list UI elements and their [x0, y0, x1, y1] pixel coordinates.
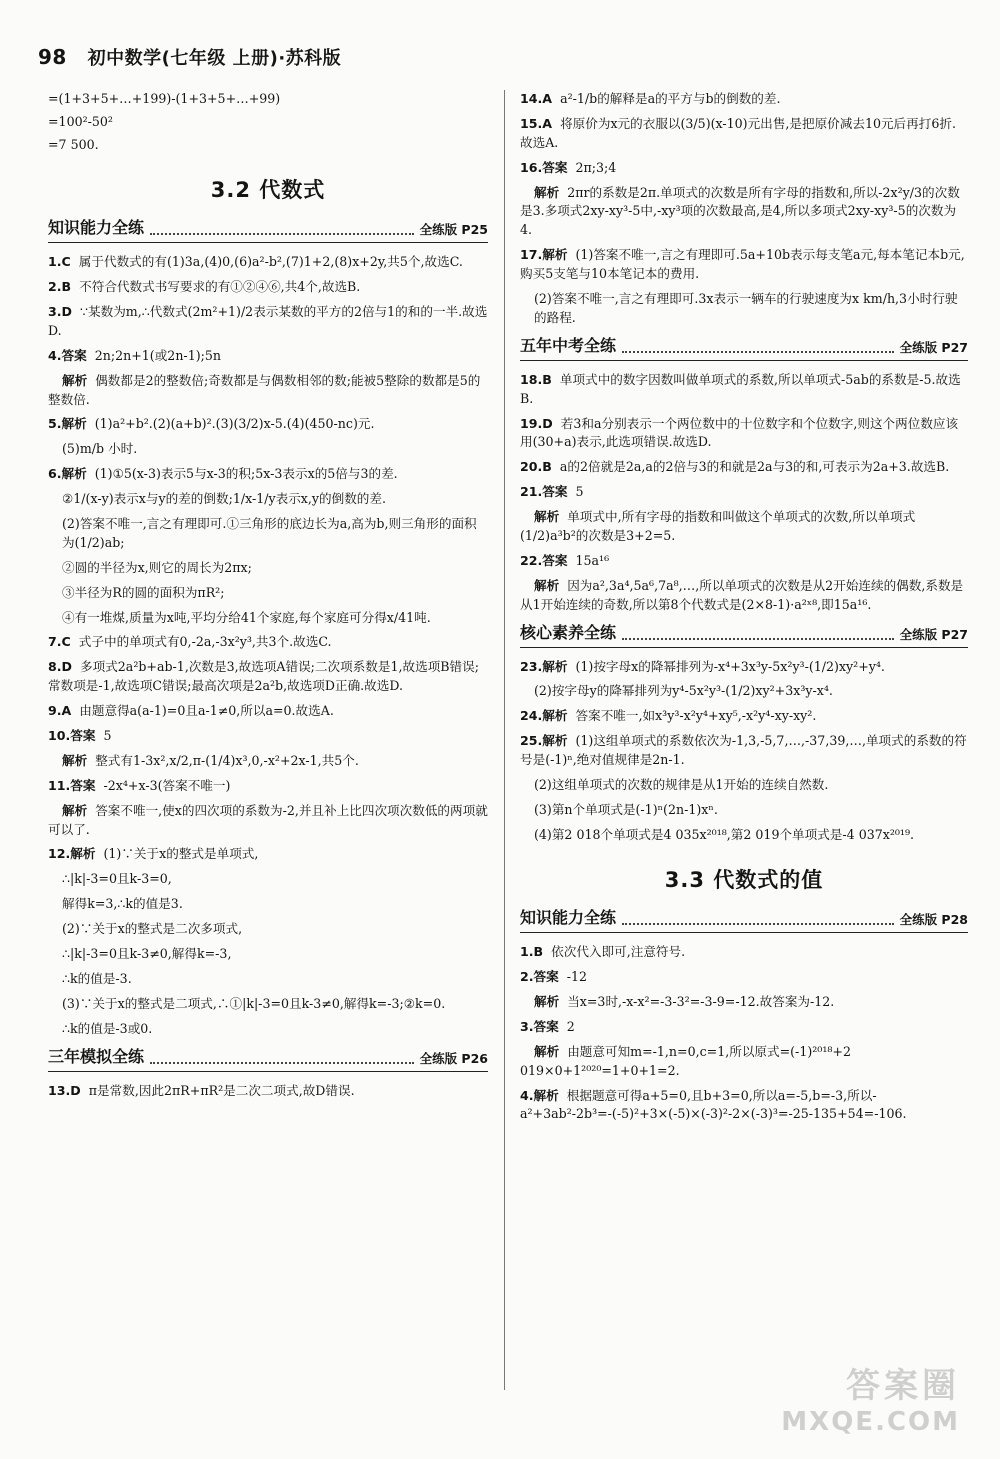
item-label: 16.答案 [520, 159, 568, 175]
book-title: 初中数学(七年级 上册)·苏科版 [87, 48, 342, 69]
item-text: 由题意可知m=-1,n=0,c=1,所以原式=(-1)²⁰¹⁸+2 019×0+1²⁰²⁰=1+0+1=2. [520, 1043, 852, 1078]
section-title: 3.3 代数式的值 [664, 867, 824, 892]
item-text: a的2倍就是2a,a的2倍与3的和就是2a与3的和,可表示为2a+3.故选B. [559, 459, 950, 475]
item-text: (1)①5(x-3)表示5与x-3的积;5x-3表示x的5倍与3的差. [94, 466, 398, 482]
item-text: π是常数,因此2πR+πR²是二次二项式,故D错误. [88, 1082, 355, 1098]
text-line: ②圆的半径为x,则它的周长为2πx; [62, 559, 252, 575]
dotted-leader [622, 638, 894, 640]
text-line: 解得k=3,∴k的值是3. [62, 896, 183, 912]
answer-item [520, 159, 968, 178]
item-text: a²-1/b的解释是a的平方与b的倒数的差. [560, 91, 781, 106]
answer-item [48, 845, 488, 864]
text-line: (2)答案不唯一,言之有理即可.①三角形的底边长为a,高为b,则三角形的面积为(1/2)ab; [62, 515, 477, 550]
text-line: (2)∵关于x的整式是二次多项式, [62, 921, 243, 937]
text-line: (3)第n个单项式是(-1)ⁿ(2n-1)xⁿ. [534, 801, 718, 817]
item-label: 8.D [48, 659, 73, 675]
item-label: 12.解析 [48, 846, 96, 862]
right-column [520, 90, 968, 1130]
dotted-leader [150, 233, 414, 235]
item-label: 2.答案 [520, 969, 559, 985]
text-line: =100²-50² [48, 113, 113, 129]
section-bar-name: 三年模拟全练 [48, 1046, 145, 1066]
answer-item [520, 968, 968, 987]
item-label: 解析 [534, 509, 560, 525]
text-line: (5)m/b 小时. [62, 441, 138, 457]
section-bar [520, 621, 968, 648]
item-text: -12 [566, 969, 588, 985]
item-text: 15a¹⁶ [575, 552, 610, 568]
item-text: 根据题意可得a+5=0,且b+3=0,所以a=-5,b=-3,所以-a²+3ab²-2b³=-(-5)²+3×(-5)×(-3)²-2×(-3)³=-25-135+54=-106. [520, 1087, 907, 1122]
item-text: 偶数都是2的整数倍;奇数都是与偶数相邻的数;能被5整除的数都是5的整数倍. [48, 372, 481, 407]
item-label: 解析 [534, 577, 560, 593]
item-label: 25.解析 [520, 733, 568, 749]
column-divider [504, 90, 505, 1390]
item-text: 当x=3时,-x-x²=-3-3²=-3-9=-12.故答案为-12. [567, 994, 835, 1009]
item-label: 15.A [520, 115, 553, 131]
item-text: 多项式2a²b+ab-1,次数是3,故选项A错误;二次项系数是1,故选项B错误;常数项是-1,故选项C错误;最高次项是2a²b,故选项D正确.故选D. [48, 659, 479, 694]
item-label: 1.C [48, 254, 71, 270]
text-line: (2)按字母y的降幂排列为y⁴-5x²y³-(1/2)xy²+3x³y-x⁴. [534, 683, 833, 699]
item-text: 2πr的系数是2π.单项式的次数是所有字母的指数和,所以-2x²y/3的次数是3.多项式2xy-xy³-5中,-xy³项的次数最高,是4,所以多项式2xy-xy³-5的次数为4. [520, 184, 960, 238]
item-label: 1.B [520, 944, 544, 960]
text-line: =(1+3+5+…+199)-(1+3+5+…+99) [48, 91, 281, 106]
answer-item [520, 658, 968, 677]
item-text: 依次代入即可,注意符号. [551, 944, 686, 960]
item-text: 2 [566, 1018, 575, 1034]
item-label: 21.答案 [520, 484, 568, 500]
page-reference: 全练版 P27 [899, 340, 968, 356]
item-text: 整式有1-3x²,x/2,π-(1/4)x³,0,-x²+2x-1,共5个. [95, 752, 359, 768]
item-text: (1)按字母x的降幂排列为-x⁴+3x³y-5x²y³-(1/2)xy²+y⁴. [575, 658, 885, 674]
answer-item [48, 633, 488, 652]
explanation-item [520, 1043, 968, 1081]
item-label: 9.A [48, 703, 72, 719]
section-bar-name: 知识能力全练 [48, 218, 145, 238]
item-text: (1)这组单项式的系数依次为-1,3,-5,7,…,-37,39,…,单项式的系数的符号是(-1)ⁿ,绝对值规律是2n-1. [520, 733, 967, 768]
answer-item [520, 552, 968, 571]
item-label: 解析 [62, 752, 88, 768]
item-label: 2.B [48, 279, 72, 295]
answer-item [48, 1082, 488, 1101]
item-text: 2n;2n+1(或2n-1);5n [94, 347, 221, 363]
answer-item [48, 658, 488, 696]
item-text: (1)∵关于x的整式是单项式, [103, 846, 259, 862]
text-line: ③半径为R的圆的面积为πR²; [62, 584, 225, 600]
item-label: 4.答案 [48, 347, 87, 363]
answer-item [48, 278, 488, 297]
item-label: 7.C [48, 634, 71, 650]
text-line: (2)答案不唯一,言之有理即可.3x表示一辆车的行驶速度为x km/h,3小时行驶的路程. [534, 291, 958, 325]
answer-item [48, 347, 488, 366]
item-label: 23.解析 [520, 658, 568, 674]
item-label: 3.答案 [520, 1018, 559, 1034]
item-label: 17.解析 [520, 247, 568, 263]
item-label: 19.D [520, 415, 553, 431]
item-text: 不符合代数式书写要求的有①②④⑥,共4个,故选B. [79, 279, 361, 295]
answer-item [520, 943, 968, 962]
item-text: ∵某数为m,∴代数式(2m²+1)/2表示某数的平方的2倍与1的和的一半.故选D. [48, 303, 488, 338]
answer-item [48, 303, 488, 341]
answer-item [520, 458, 968, 477]
answer-item [48, 777, 488, 796]
item-text: 2π;3;4 [575, 159, 617, 175]
item-label: 22.答案 [520, 552, 568, 568]
item-label: 13.D [48, 1082, 81, 1098]
explanation-item [520, 184, 968, 241]
item-label: 24.解析 [520, 708, 568, 724]
page-reference: 全练版 P28 [899, 912, 968, 928]
dotted-leader [622, 923, 894, 925]
text-line: ∴k的值是-3. [62, 970, 132, 986]
text-line: (4)第2 018个单项式是4 035x²⁰¹⁸,第2 019个单项式是-4 037x²⁰¹⁹. [534, 826, 915, 842]
item-label: 5.解析 [48, 416, 87, 432]
answer-item [520, 246, 968, 284]
item-text: 答案不唯一,如x³y³-x²y⁴+xy⁵,-x²y⁴-xy-xy². [575, 708, 817, 724]
section-bar-name: 知识能力全练 [520, 908, 617, 928]
answer-item [520, 1018, 968, 1037]
item-text: 若3和a分别表示一个两位数中的十位数字和个位数字,则这个两位数应该用(30+a)表示,此选项错误.故选D. [520, 415, 959, 450]
answer-item [520, 732, 968, 770]
text-line: =7 500. [48, 136, 99, 152]
explanation-item [48, 372, 488, 410]
explanation-item [520, 993, 968, 1012]
explanation-item [48, 802, 488, 840]
section-bar-name: 五年中考全练 [520, 335, 617, 355]
item-text: 属于代数式的有(1)3a,(4)0,(6)a²-b²,(7)1+2,(8)x+2y,共5个,故选C. [78, 254, 463, 270]
answer-item [520, 371, 968, 409]
page-reference: 全练版 P26 [419, 1050, 488, 1066]
text-line: (2)这组单项式的次数的规律是从1开始的连续自然数. [534, 777, 829, 793]
item-label: 4.解析 [520, 1087, 559, 1103]
answer-item [48, 727, 488, 746]
item-label: 6.解析 [48, 466, 87, 482]
section-title: 3.2 代数式 [210, 177, 326, 202]
item-label: 解析 [62, 802, 88, 818]
text-line: ②1/(x-y)表示x与y的差的倒数;1/x-1/y表示x,y的倒数的差. [62, 491, 386, 507]
item-text: 由题意得a(a-1)=0且a-1≠0,所以a=0.故选A. [79, 703, 334, 719]
item-text: 式子中的单项式有0,-2a,-3x²y³,共3个.故选C. [78, 634, 332, 650]
answer-item [520, 115, 968, 153]
item-label: 18.B [520, 371, 552, 387]
page-number: 98 [38, 45, 67, 69]
section-bar [520, 334, 968, 361]
text-line: (3)∵关于x的整式是二项式,∴①|k|-3=0且k-3≠0,解得k=-3;②k=0. [62, 995, 446, 1011]
section-bar-name: 核心素养全练 [520, 622, 617, 642]
page-reference: 全练版 P25 [419, 222, 488, 238]
answer-item [48, 465, 488, 484]
item-label: 解析 [534, 994, 560, 1009]
section-bar [48, 1045, 488, 1072]
item-text: 将原价为x元的衣服以(3/5)(x-10)元出售,是把原价减去10元后再打6折.故选A. [520, 115, 956, 150]
item-text: (1)答案不唯一,言之有理即可.5a+10b表示每支笔a元,每本笔记本b元,购买5支笔与10本笔记本的费用. [520, 247, 965, 282]
watermark-url: MXQE.COM [781, 1407, 960, 1437]
item-label: 3.D [48, 303, 73, 319]
answer-item [520, 707, 968, 726]
answer-item [520, 483, 968, 502]
section-bar [520, 906, 968, 933]
item-text: 单项式中的数字因数叫做单项式的系数,所以单项式-5ab的系数是-5.故选B. [520, 371, 961, 406]
text-line: ④有一堆煤,质量为x吨,平均分给41个家庭,每个家庭可分得x/41吨. [62, 609, 431, 625]
item-text: 答案不唯一,使x的四次项的系数为-2,并且补上比四次项次数低的两项就可以了. [48, 802, 488, 837]
text-line: ∴|k|-3=0且k-3≠0,解得k=-3, [62, 946, 232, 961]
left-column [48, 90, 488, 1106]
item-text: 因为a²,3a⁴,5a⁶,7a⁸,…,所以单项式的次数是从2开始连续的偶数,系数是从1开始连续的奇数,所以第8个代数式是(2×8-1)·a²ˣ⁸,即15a¹⁶. [520, 577, 964, 612]
answer-item [520, 90, 968, 109]
explanation-item [520, 508, 968, 546]
item-label: 10.答案 [48, 727, 96, 743]
dotted-leader [622, 351, 894, 353]
dotted-leader [150, 1062, 414, 1064]
item-label: 14.A [520, 91, 553, 106]
explanation-item [520, 577, 968, 615]
answer-item [520, 415, 968, 453]
page-header [38, 44, 341, 70]
item-label: 20.B [520, 459, 552, 475]
item-label: 解析 [62, 372, 88, 388]
item-text: 5 [103, 727, 112, 743]
item-label: 解析 [534, 184, 560, 200]
answer-item [48, 253, 488, 272]
explanation-item [48, 752, 488, 771]
item-label: 解析 [534, 1043, 560, 1059]
item-label: 11.答案 [48, 777, 96, 793]
text-line: ∴|k|-3=0且k-3=0, [62, 871, 172, 887]
watermark-text: 答案圈 [846, 1366, 960, 1406]
watermark [781, 1358, 960, 1437]
item-text: (1)a²+b².(2)(a+b)².(3)(3/2)x-5.(4)(450-nc)元. [94, 416, 375, 432]
answer-item [48, 702, 488, 721]
section-bar [48, 216, 488, 243]
item-text: 单项式中,所有字母的指数和叫做这个单项式的次数,所以单项式(1/2)a³b²的次数是3+2=5. [520, 509, 916, 544]
page-reference: 全练版 P27 [899, 626, 968, 642]
answer-item [520, 1087, 968, 1125]
text-line: ∴k的值是-3或0. [62, 1020, 153, 1036]
item-text: 5 [575, 484, 584, 500]
item-text: -2x⁴+x-3(答案不唯一) [103, 777, 231, 793]
answer-item [48, 415, 488, 434]
